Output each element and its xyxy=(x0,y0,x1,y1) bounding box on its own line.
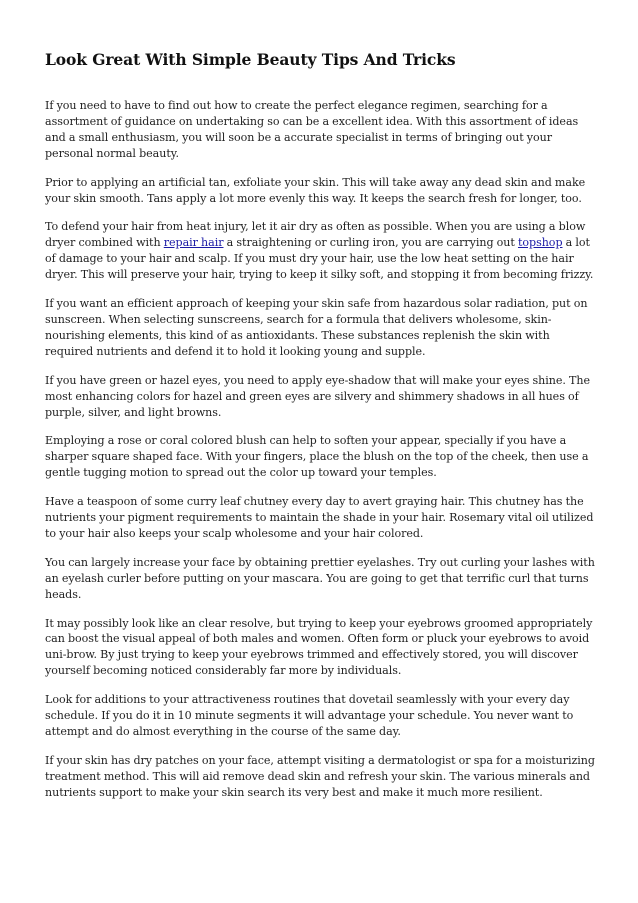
paragraph: If you want an efficient approach of keeping your skin safe from hazardous solar radiation, put on sunscreen. When selecting sunscreens, search for a formula that delivers wholesome, skin-nourishing elements, this kind of as antioxidants. These substances replenish the skin with required nutrients and defend it to hold it looking young and supple. xyxy=(45,297,588,358)
paragraph: Have a teaspoon of some curry leaf chutney every day to avert graying hair. This chutney has the nutrients your pigment requirements to maintain the shade in your hair. Rosemary vital oil utilized to your hair also keeps your scalp wholesome and your hair colored. xyxy=(45,495,594,540)
document-title: Look Great With Simple Beauty Tips And Tricks xyxy=(45,50,456,69)
repair-hair-link[interactable]: repair hair xyxy=(163,236,224,250)
paragraph: It may possibly look like an clear resolve, but trying to keep your eyebrows groomed appropriately can boost the visual appeal of both males and women. Often form or pluck your eyebrows to avoid uni-brow. By just trying to keep your eyebrows trimmed and effectively stored, you will discover yourself becoming noticed considerably far more by individuals. xyxy=(45,616,593,678)
topshop-link[interactable]: topshop xyxy=(517,236,563,250)
paragraph: If your skin has dry patches on your face, attempt visiting a dermatologist or spa for a moisturizing treatment method. This will aid remove dead skin and refresh your skin. The various minerals and nutrients support to make your skin search its very best and make it much more resilient. xyxy=(45,753,595,799)
paragraph: Prior to applying an artificial tan, exfoliate your skin. This will take away any dead skin and make your skin smooth. Tans apply a lot more evenly this way. It keeps the search fresh for longer, too. xyxy=(45,175,586,205)
paragraph-text: To defend your hair from heat injury, let it air dry as often as possible. When you are using a blow dryer combined with xyxy=(45,220,586,250)
paragraph-text: a straightening or curling iron, you are carrying out xyxy=(223,236,518,250)
document-page xyxy=(45,50,597,814)
paragraph: If you need to have to find out how to create the perfect elegance regimen, searching for a assortment of guidance on undertaking so can be a excellent idea. With this assortment of ideas and a small enthusiasm, you will soon be a accurate specialist in terms of bringing out your personal normal beauty. xyxy=(45,99,579,160)
paragraph: Employing a rose or coral colored blush can help to soften your appear, specially if you have a sharper square shaped face. With your fingers, place the blush on the top of the cheek, then use a gentle tugging motion to spread out the color up toward your temples. xyxy=(45,434,589,480)
paragraph: If you have green or hazel eyes, you need to apply eye-shadow that will make your eyes shine. The most enhancing colors for hazel and green eyes are silvery and shimmery shadows in all hues of purple, silver, and light browns. xyxy=(45,373,590,419)
paragraph: Look for additions to your attractiveness routines that dovetail seamlessly with your every day schedule. If you do it in 10 minute segments it will advantage your schedule. You never want to attempt and do almost everything in the course of the same day. xyxy=(45,693,574,738)
paragraph-text: a lot of damage to your hair and scalp. If you must dry your hair, use the low heat setting on the hair dryer. This will preserve your hair, trying to keep it silky soft, and stopping it from becoming frizzy. xyxy=(45,236,594,282)
paragraph: You can largely increase your face by obtaining prettier eyelashes. Try out curling your lashes with an eyelash curler before putting on your mascara. You are going to get that terrific curl that turns heads. xyxy=(45,555,595,601)
paragraph xyxy=(45,219,597,283)
